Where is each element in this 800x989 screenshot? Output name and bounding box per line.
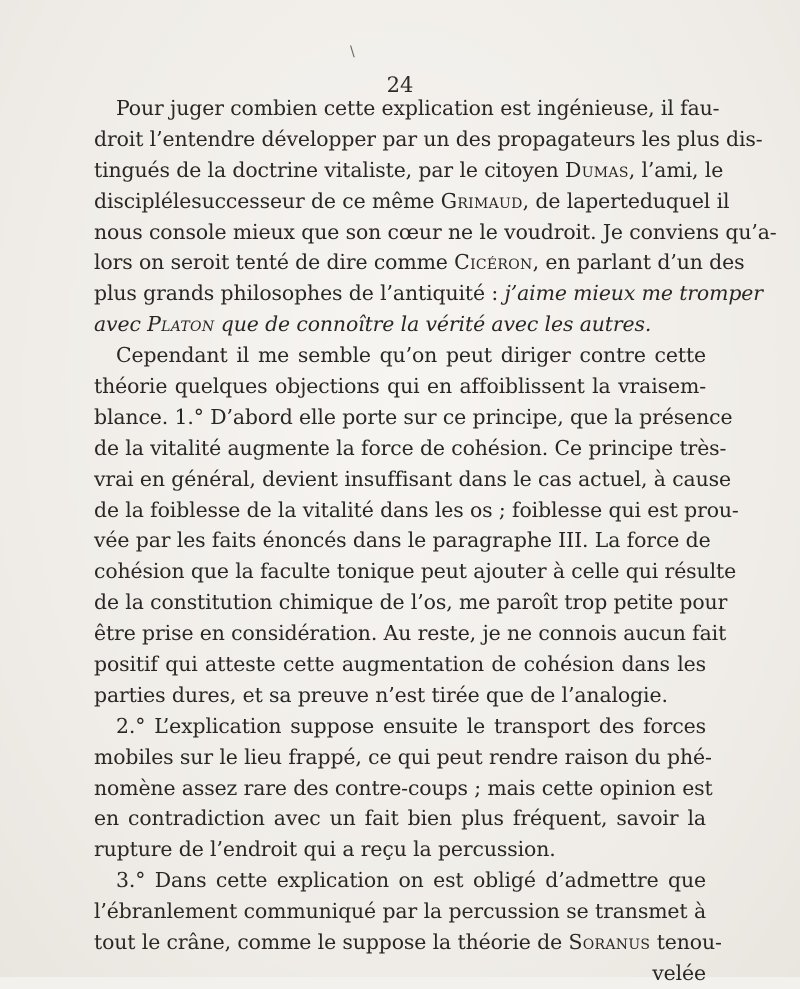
- text-line: [94, 464, 731, 495]
- text-run: en contradiction avec un fait bien plus fréquent, savoir la: [94, 806, 706, 831]
- text-line: [94, 340, 706, 371]
- text-run: positif qui atteste cette augmentation de cohésion dans les: [94, 652, 706, 677]
- text-line: [94, 680, 706, 711]
- proper-name: Grimaud: [440, 188, 523, 213]
- text-run: velée: [652, 960, 706, 985]
- quotation: que de connoître la vérité avec les autres.: [214, 312, 652, 337]
- text-run: vée par les faits énoncés dans le paragraphe III. La force de: [94, 528, 711, 553]
- text-line: [94, 402, 733, 433]
- quotation: j’aime mieux me tromper: [504, 281, 763, 306]
- text-line: [94, 525, 711, 556]
- text-line: [94, 217, 777, 248]
- text-run: plus grands philosophes de l’antiquité :: [94, 281, 505, 306]
- text-run: , en parlant d’un des: [532, 250, 745, 275]
- proper-name: Soranus: [568, 930, 651, 955]
- text-run: , l’ami, le: [628, 157, 724, 182]
- text-run: Pour juger combien cette explication est ingénieuse, il fau-: [116, 96, 720, 120]
- text-line: [94, 247, 745, 278]
- text-run: nous console mieux que son cœur ne le voudroit. Je conviens qu’a-: [94, 219, 777, 244]
- text-run: de la foiblesse de la vitalité dans les os ; foiblesse qui est prou-: [94, 497, 739, 522]
- text-line: [94, 278, 763, 309]
- text-run: , de laperteduquel il: [522, 188, 730, 213]
- text-run: 3.° Dans cette explication on est obligé d’admettre que: [116, 868, 706, 893]
- page-number: 24: [386, 73, 414, 97]
- text-line: [94, 958, 706, 989]
- text-line: [94, 93, 720, 124]
- text-line: [94, 927, 722, 958]
- text-run: être prise en considération. Au reste, je ne connois aucun fait: [94, 621, 727, 646]
- text-run: tenou-: [650, 930, 722, 955]
- text-run: de la constitution chimique de l’os, me paroît trop petite pour: [94, 590, 728, 615]
- text-run: théorie quelques objections qui en affoiblissent la vraisem-: [94, 374, 706, 399]
- text-line: [94, 371, 706, 402]
- text-run: de la vitalité augmente la force de cohésion. Ce principe très-: [94, 435, 727, 460]
- text-run: blance. 1.° D’abord elle porte sur ce principe, que la présence: [94, 404, 733, 429]
- text-line: [94, 742, 712, 773]
- text-run: lors on seroit tenté de dire comme: [94, 250, 455, 275]
- text-line: [94, 587, 728, 618]
- text-line: [94, 155, 724, 186]
- text-line: [94, 618, 727, 649]
- text-run: parties dures, et sa preuve n’est tirée que de l’analogie.: [94, 682, 668, 707]
- text-line: [94, 186, 730, 217]
- text-run: rupture de l’endroit qui a reçu la percussion.: [94, 837, 556, 862]
- quotation: avec: [94, 312, 148, 337]
- text-line: [94, 495, 739, 526]
- text-line: [94, 803, 706, 834]
- text-line: [94, 124, 763, 155]
- text-line: [94, 309, 706, 340]
- proper-name: Platon: [147, 312, 215, 337]
- stray-mark: \: [350, 44, 355, 60]
- body-text: [94, 93, 777, 989]
- text-line: [94, 433, 727, 464]
- text-line: [94, 834, 706, 865]
- proper-name: Cicéron: [454, 250, 533, 275]
- text-run: cohésion que la faculte tonique peut ajouter à celle qui résulte: [94, 559, 737, 584]
- text-run: tout le crâne, comme le suppose la théorie de: [94, 930, 569, 955]
- text-line: [94, 865, 706, 896]
- text-run: tingués de la doctrine vitaliste, par le citoyen: [94, 157, 566, 182]
- text-run: vrai en général, devient insuffisant dans le cas actuel, à cause: [94, 466, 731, 491]
- text-run: disciplélesuccesseur de ce même: [94, 188, 441, 213]
- text-line: [94, 896, 706, 927]
- text-run: 2.° L’explication suppose ensuite le transport des forces: [116, 713, 706, 738]
- text-run: l’ébranlement communiqué par la percussion se transmet à: [94, 899, 706, 924]
- text-line: [94, 556, 737, 587]
- text-run: mobiles sur le lieu frappé, ce qui peut rendre raison du phé-: [94, 744, 712, 769]
- text-line: [94, 649, 706, 680]
- text-line: [94, 773, 713, 804]
- text-run: Cependant il me semble qu’on peut diriger contre cette: [116, 343, 706, 368]
- text-run: nomène assez rare des contre-coups ; mais cette opinion est: [94, 775, 713, 800]
- proper-name: Dumas: [565, 157, 629, 182]
- text-run: droit l’entendre développer par un des propagateurs les plus dis-: [94, 126, 763, 151]
- text-line: [94, 711, 706, 742]
